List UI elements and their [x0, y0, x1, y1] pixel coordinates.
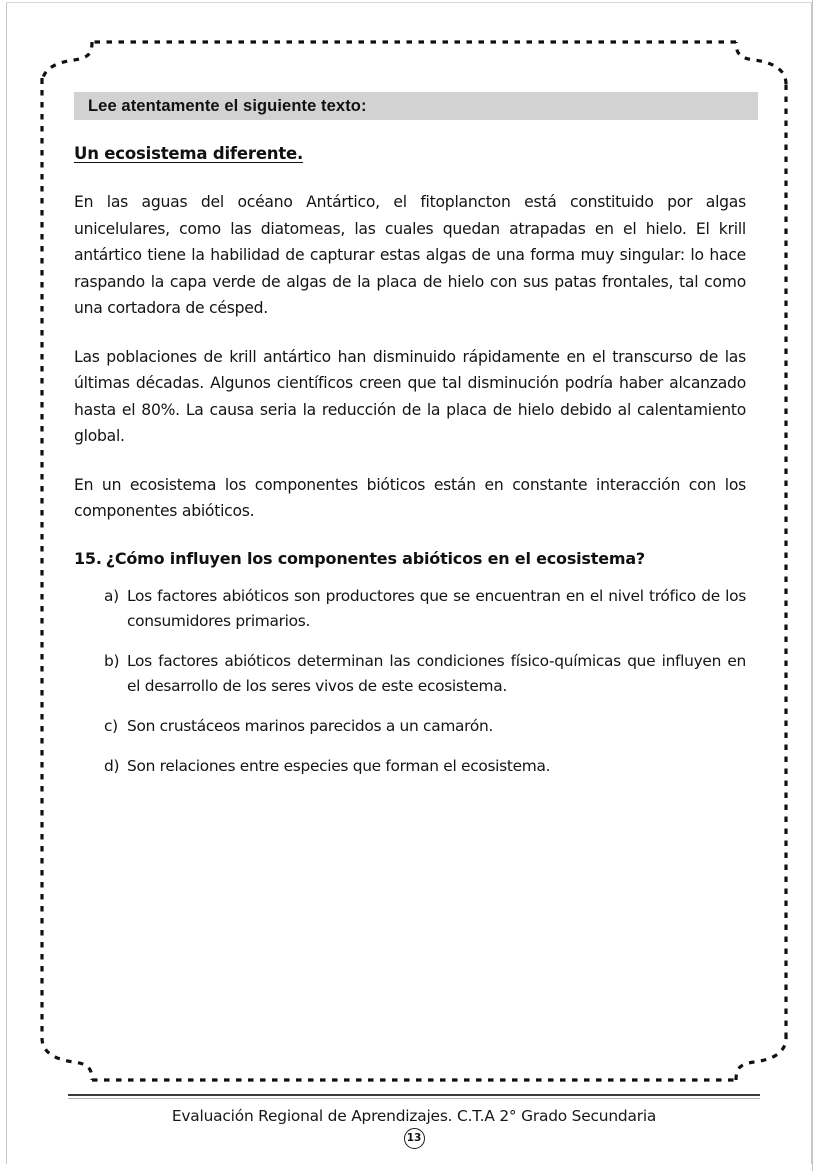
instruction-banner	[74, 92, 758, 120]
question-text: ¿Cómo influyen los componentes abióticos en el ecosistema?	[105, 548, 646, 568]
reading-title-wrap	[74, 144, 746, 189]
page-number-wrap	[68, 1128, 760, 1149]
answer-option-c-text: Son crustáceos marinos parecidos a un camarón.	[127, 716, 494, 735]
instruction-banner-label: Lee atentamente el siguiente texto:	[88, 96, 367, 115]
page-frame-right-edge	[812, 0, 813, 1171]
answer-option-a[interactable]	[104, 584, 746, 634]
page-footer	[68, 1094, 760, 1149]
answer-option-d-letter: d)	[104, 756, 120, 775]
answer-option-b-text: Los factores abióticos determinan las condiciones físico-químicas que influyen en el desarrollo de los seres vivos de este ecosistema.	[127, 651, 746, 695]
answer-option-d[interactable]	[104, 754, 746, 779]
footer-rule-top	[68, 1094, 760, 1096]
footer-rule-bottom	[68, 1098, 760, 1099]
footer-caption: Evaluación Regional de Aprendizajes. C.T.A 2° Grado Secundaria	[171, 1107, 657, 1125]
answer-option-a-letter: a)	[104, 586, 119, 605]
answer-option-c[interactable]	[104, 714, 746, 739]
page-number-badge: 13	[404, 1128, 425, 1149]
reading-passage	[74, 144, 746, 779]
answer-option-b-letter: b)	[104, 651, 120, 670]
reading-title: Un ecosistema diferente.	[74, 144, 304, 163]
content-column	[74, 92, 760, 794]
question-15	[74, 549, 746, 568]
answer-options	[74, 584, 746, 779]
answer-option-c-letter: c)	[104, 716, 118, 735]
answer-option-d-text: Son relaciones entre especies que forman el ecosistema.	[127, 756, 551, 775]
passage-paragraph-1: En las aguas del océano Antártico, el fitoplancton está constituido por algas unicelulares, como las diatomeas, las cuales quedan atrapadas en el hielo. El krill antártico tiene la habilidad de capturar estas algas de una forma muy singular: lo hace raspando la capa verde de algas de la placa de hielo con sus patas frontales, tal como una cortadora de césped.	[74, 193, 746, 317]
passage-paragraph-2: Las poblaciones de krill antártico han disminuido rápidamente en el transcurso de las últimas décadas. Algunos científicos creen que tal disminución podría haber alcanzado hasta el 80%. La causa seria la reducción de la placa de hielo debido al calentamiento global.	[74, 347, 746, 445]
answer-option-b[interactable]	[104, 649, 746, 699]
answer-option-a-text: Los factores abióticos son productores que se encuentran en el nivel trófico de los consumidores primarios.	[127, 586, 746, 630]
question-number: 15.	[74, 548, 102, 568]
passage-paragraph-3: En un ecosistema los componentes bióticos están en constante interacción con los componentes abióticos.	[74, 475, 746, 520]
